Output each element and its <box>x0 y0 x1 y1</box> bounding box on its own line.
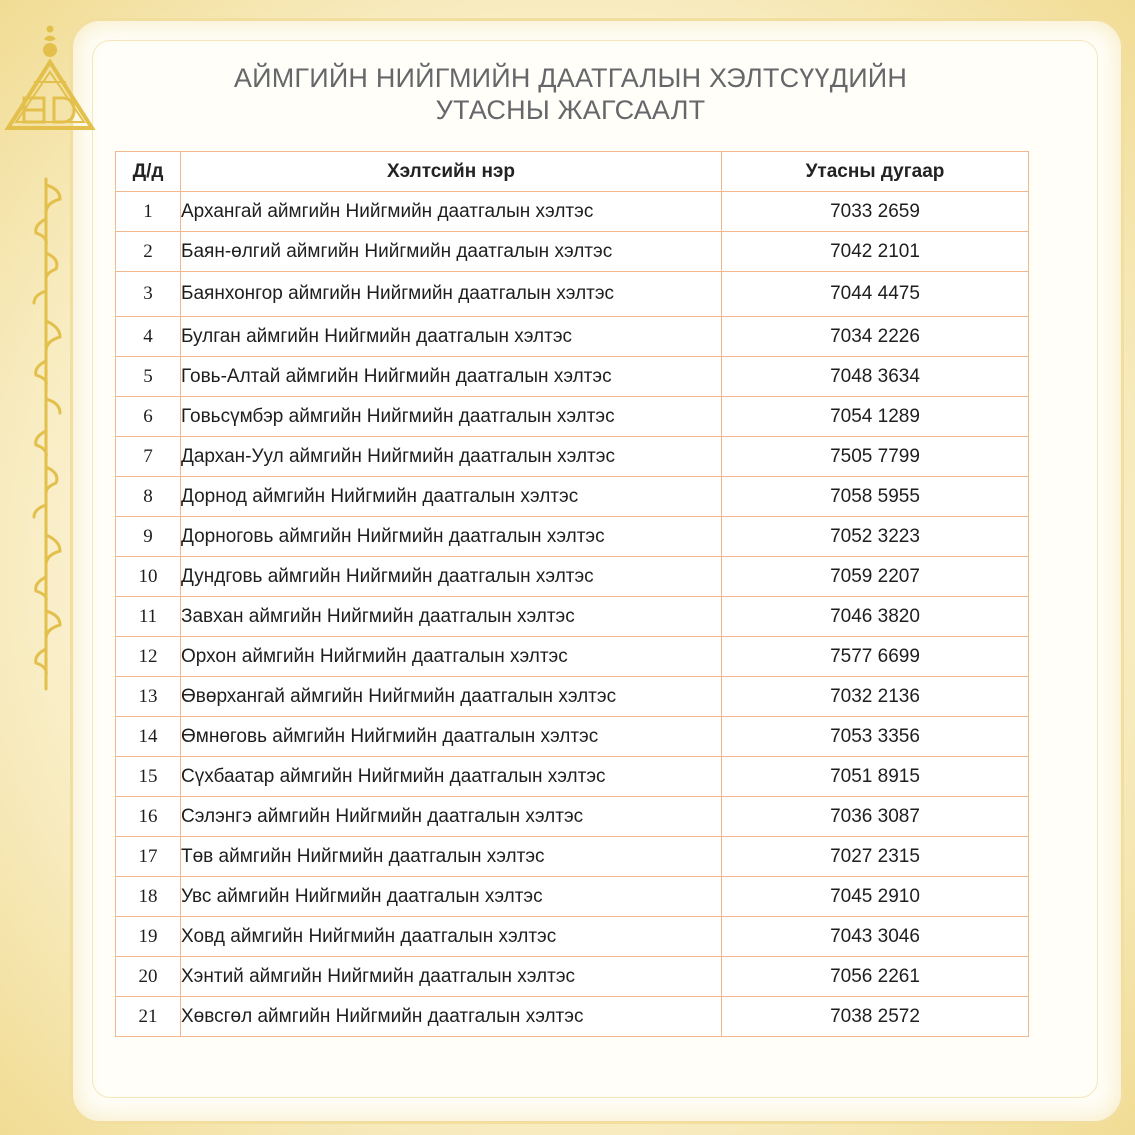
phone-number: 7056 2261 <box>722 957 1029 997</box>
table-row <box>116 232 1029 272</box>
row-number: 11 <box>116 597 181 637</box>
table-row <box>116 957 1029 997</box>
row-number: 6 <box>116 397 181 437</box>
department-name: Сэлэнгэ аймгийн Нийгмийн даатгалын хэлтэс <box>181 797 722 837</box>
department-name: Говь-Алтай аймгийн Нийгмийн даатгалын хэлтэс <box>181 357 722 397</box>
department-name: Өмнөговь аймгийн Нийгмийн даатгалын хэлтэс <box>181 717 722 757</box>
phone-number: 7034 2226 <box>722 317 1029 357</box>
row-number: 19 <box>116 917 181 957</box>
row-number: 12 <box>116 637 181 677</box>
department-name: Сүхбаатар аймгийн Нийгмийн даатгалын хэлтэс <box>181 757 722 797</box>
phone-number: 7059 2207 <box>722 557 1029 597</box>
department-name: Ховд аймгийн Нийгмийн даатгалын хэлтэс <box>181 917 722 957</box>
phone-number: 7505 7799 <box>722 437 1029 477</box>
phone-number: 7027 2315 <box>722 837 1029 877</box>
table-row <box>116 877 1029 917</box>
phone-number: 7054 1289 <box>722 397 1029 437</box>
row-number: 2 <box>116 232 181 272</box>
phone-number: 7048 3634 <box>722 357 1029 397</box>
department-name: Дорноговь аймгийн Нийгмийн даатгалын хэлтэс <box>181 517 722 557</box>
header-department-name: Хэлтсийн нэр <box>181 152 722 192</box>
department-name: Увс аймгийн Нийгмийн даатгалын хэлтэс <box>181 877 722 917</box>
row-number: 20 <box>116 957 181 997</box>
row-number: 18 <box>116 877 181 917</box>
department-name: Орхон аймгийн Нийгмийн даатгалын хэлтэс <box>181 637 722 677</box>
row-number: 1 <box>116 192 181 232</box>
department-name: Баянхонгор аймгийн Нийгмийн даатгалын хэлтэс <box>181 272 722 317</box>
row-number: 8 <box>116 477 181 517</box>
row-number: 13 <box>116 677 181 717</box>
table-row <box>116 192 1029 232</box>
table-row <box>116 557 1029 597</box>
row-number: 14 <box>116 717 181 757</box>
row-number: 17 <box>116 837 181 877</box>
row-number: 7 <box>116 437 181 477</box>
department-name: Өвөрхангай аймгийн Нийгмийн даатгалын хэлтэс <box>181 677 722 717</box>
phone-number: 7033 2659 <box>722 192 1029 232</box>
phone-number: 7577 6699 <box>722 637 1029 677</box>
table-row <box>116 677 1029 717</box>
row-number: 4 <box>116 317 181 357</box>
phone-number: 7044 4475 <box>722 272 1029 317</box>
phone-number: 7058 5955 <box>722 477 1029 517</box>
phone-number: 7052 3223 <box>722 517 1029 557</box>
department-name: Архангай аймгийн Нийгмийн даатгалын хэлтэс <box>181 192 722 232</box>
table-row <box>116 757 1029 797</box>
department-name: Завхан аймгийн Нийгмийн даатгалын хэлтэс <box>181 597 722 637</box>
department-name: Дундговь аймгийн Нийгмийн даатгалын хэлтэс <box>181 557 722 597</box>
department-name: Хөвсгөл аймгийн Нийгмийн даатгалын хэлтэс <box>181 997 722 1037</box>
phone-number: 7046 3820 <box>722 597 1029 637</box>
table-body <box>116 192 1029 1037</box>
table-row <box>116 637 1029 677</box>
department-name: Дархан-Уул аймгийн Нийгмийн даатгалын хэлтэс <box>181 437 722 477</box>
table-row <box>116 917 1029 957</box>
mongolian-script-text-icon <box>24 175 74 695</box>
phone-number: 7042 2101 <box>722 232 1029 272</box>
table-row <box>116 272 1029 317</box>
row-number: 9 <box>116 517 181 557</box>
phone-number: 7036 3087 <box>722 797 1029 837</box>
page-title-line-2: УТАСНЫ ЖАГСААЛТ <box>435 95 706 125</box>
phone-number: 7053 3356 <box>722 717 1029 757</box>
department-name: Говьсүмбэр аймгийн Нийгмийн даатгалын хэлтэс <box>181 397 722 437</box>
row-number: 21 <box>116 997 181 1037</box>
phone-number: 7051 8915 <box>722 757 1029 797</box>
header-number: Д/д <box>116 152 181 192</box>
phone-number: 7043 3046 <box>722 917 1029 957</box>
table-row <box>116 837 1029 877</box>
department-name: Булган аймгийн Нийгмийн даатгалын хэлтэс <box>181 317 722 357</box>
table-row <box>116 517 1029 557</box>
table-row <box>116 797 1029 837</box>
header-phone-number: Утасны дугаар <box>722 152 1029 192</box>
table-row <box>116 357 1029 397</box>
department-name: Хэнтий аймгийн Нийгмийн даатгалын хэлтэс <box>181 957 722 997</box>
phone-list-table <box>115 151 1029 1037</box>
table-header-row <box>116 152 1029 192</box>
row-number: 10 <box>116 557 181 597</box>
page-title-line-1: АЙМГИЙН НИЙГМИЙН ДААТГАЛЫН ХЭЛТСҮҮДИЙН <box>233 63 908 93</box>
social-insurance-emblem-icon <box>4 22 96 134</box>
department-name: Дорнод аймгийн Нийгмийн даатгалын хэлтэс <box>181 477 722 517</box>
table-row <box>116 397 1029 437</box>
row-number: 5 <box>116 357 181 397</box>
table-row <box>116 717 1029 757</box>
table-row <box>116 997 1029 1037</box>
department-name: Баян-өлгий аймгийн Нийгмийн даатгалын хэлтэс <box>181 232 722 272</box>
row-number: 15 <box>116 757 181 797</box>
table-row <box>116 317 1029 357</box>
phone-number: 7045 2910 <box>722 877 1029 917</box>
table-row <box>116 477 1029 517</box>
row-number: 3 <box>116 272 181 317</box>
row-number: 16 <box>116 797 181 837</box>
phone-number: 7038 2572 <box>722 997 1029 1037</box>
department-name: Төв аймгийн Нийгмийн даатгалын хэлтэс <box>181 837 722 877</box>
table-row <box>116 597 1029 637</box>
phone-number: 7032 2136 <box>722 677 1029 717</box>
table-row <box>116 437 1029 477</box>
